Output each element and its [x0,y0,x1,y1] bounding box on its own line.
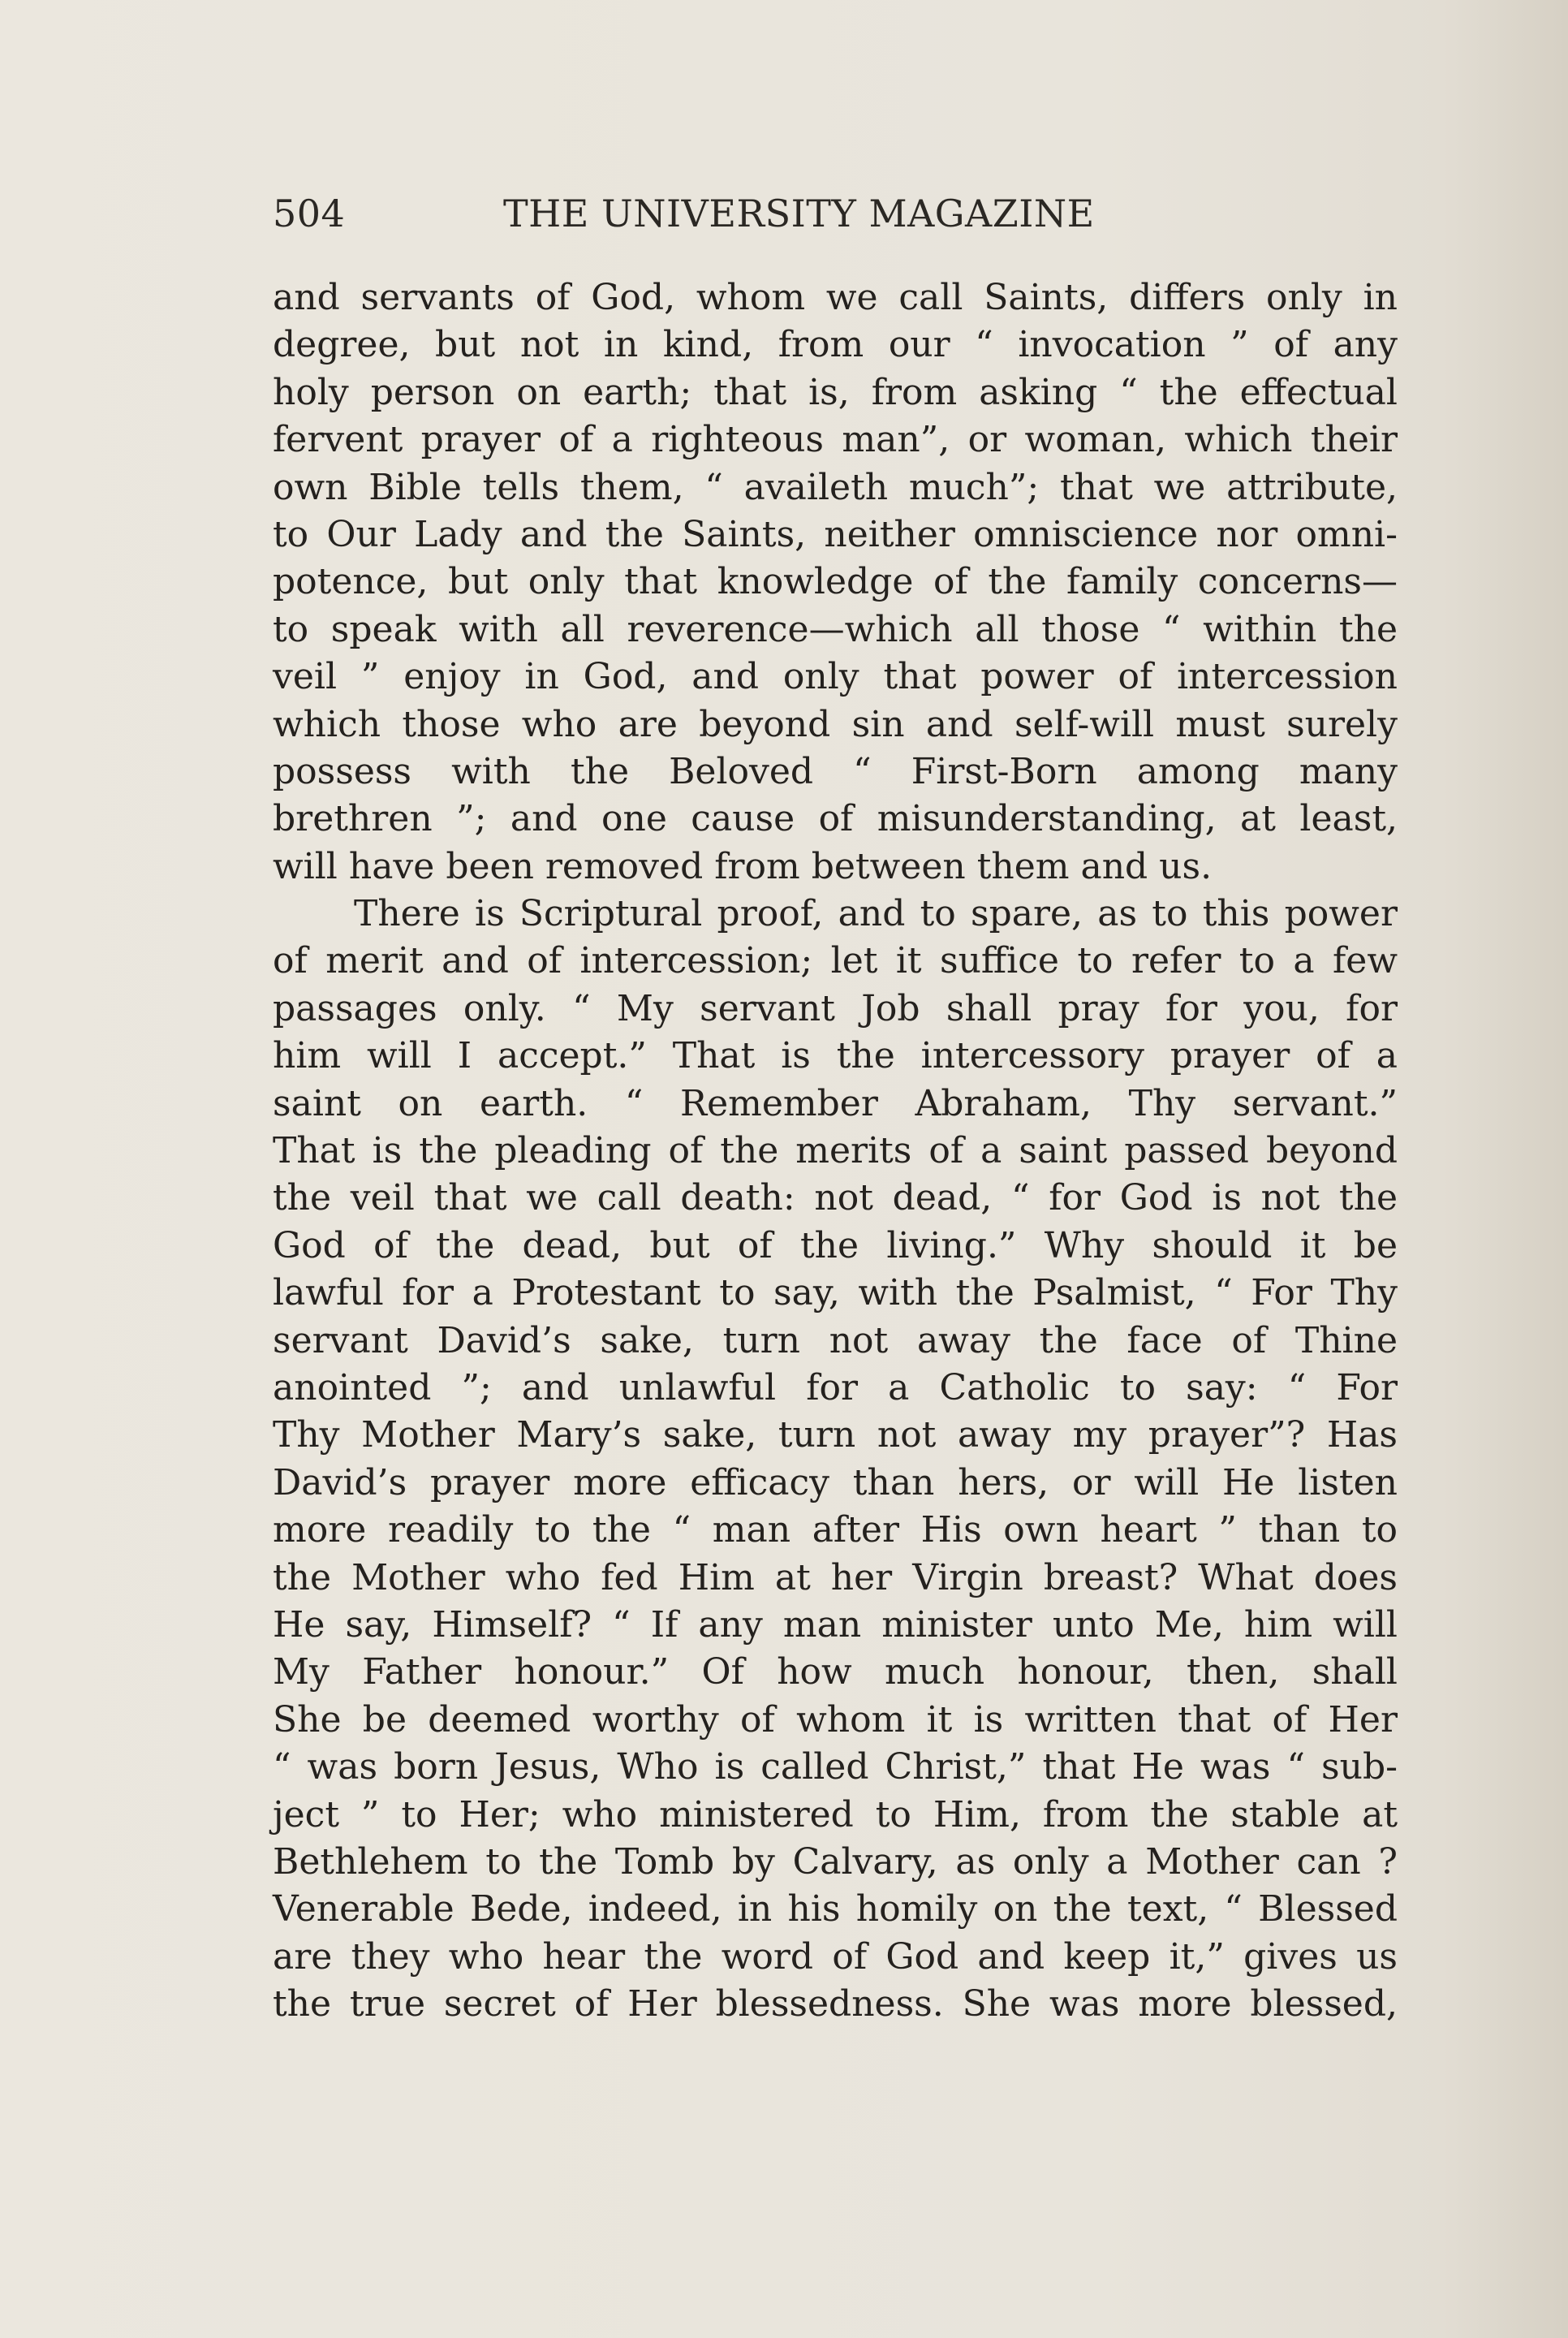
text-line: Thy Mother Mary’s sake, turn not away my prayer”? Has [273,1414,1398,1456]
text-line: ject ” to Her; who ministered to Him, from the stable at [273,1793,1398,1835]
running-head [273,192,1130,250]
text-line: veil ” enjoy in God, and only that power of intercession [273,656,1398,698]
text-line: of merit and of intercession; let it suffice to refer to a few [273,940,1398,982]
text-line: passages only. “ My servant Job shall pray for you, for [273,987,1398,1029]
text-line: That is the pleading of the merits of a saint passed beyond [273,1130,1398,1172]
text-line: own Bible tells them, “ availeth much”; that we attribute, [273,466,1398,508]
text-line: He say, Himself? “ If any man minister unto Me, him will [273,1603,1398,1646]
text-line: possess with the Beloved “ First-Born among many [273,750,1398,792]
text-line: the Mother who fed Him at her Virgin breast? What does [273,1556,1398,1598]
text-line: brethren ”; and one cause of misunderstanding, at least, [273,798,1398,840]
text-line: fervent prayer of a righteous man”, or woman, which their [273,419,1398,461]
text-line: which those who are beyond sin and self-will must surely [273,703,1398,745]
paragraph-1 [273,274,1398,891]
text-line: Bethlehem to the Tomb by Calvary, as only a Mother can ? [273,1840,1398,1883]
text-line: him will I accept.” That is the intercessory prayer of a [273,1035,1398,1077]
text-line: the veil that we call death: not dead, “ for God is not the [273,1177,1398,1219]
text-line: There is Scriptural proof, and to spare, as to this power [354,893,1398,935]
text-line: are they who hear the word of God and keep it,” gives us [273,1935,1398,1978]
text-line: Venerable Bede, indeed, in his homily on the text, “ Blessed [273,1888,1398,1930]
text-line: lawful for a Protestant to say, with the Psalmist, “ For Thy [273,1272,1398,1314]
paragraph-2 [273,891,1398,2028]
text-line: the true secret of Her blessedness. She was more blessed, [273,1983,1398,2025]
text-line: “ was born Jesus, Who is called Christ,” that He was “ sub- [273,1746,1398,1788]
text-line: My Father honour.” Of how much honour, then, shall [273,1651,1398,1693]
journal-title: THE UNIVERSITY MAGAZINE [503,192,1095,235]
text-line: saint on earth. “ Remember Abraham, Thy servant.” [273,1082,1398,1124]
text-line: will have been removed from between them and us. [273,845,1213,887]
text-line: to speak with all reverence—which all those “ within the [273,608,1398,650]
text-line: anointed ”; and unlawful for a Catholic to say: “ For [273,1366,1398,1408]
text-line: David’s prayer more efficacy than hers, or will He listen [273,1461,1398,1503]
text-line: She be deemed worthy of whom it is written that of Her [273,1698,1398,1741]
page-number: 504 [273,192,346,235]
body-text [273,274,1398,2028]
text-line: holy person on earth; that is, from asking “ the effectual [273,371,1398,413]
text-line: potence, but only that knowledge of the family concerns— [273,561,1398,603]
text-line: servant David’s sake, turn not away the face of Thine [273,1319,1398,1361]
text-line: to Our Lady and the Saints, neither omniscience nor omni- [273,513,1398,555]
text-line: degree, but not in kind, from our “ invocation ” of any [273,324,1398,366]
text-line: and servants of God, whom we call Saints, differs only in [273,277,1398,318]
text-line: God of the dead, but of the living.” Why should it be [273,1224,1398,1266]
text-line: more readily to the “ man after His own heart ” than to [273,1509,1398,1551]
